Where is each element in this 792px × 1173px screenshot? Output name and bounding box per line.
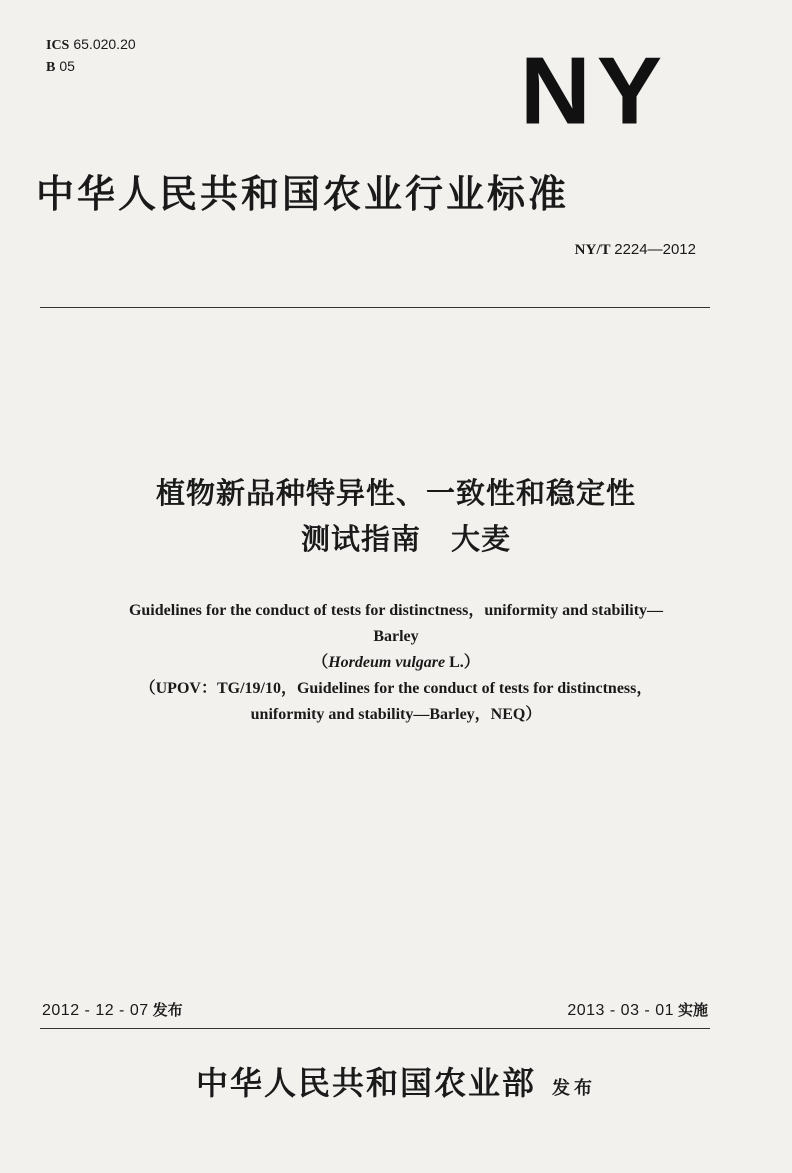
issue-date-value: 2012 - 12 - 07 — [42, 1002, 149, 1019]
issuer-organization: 中华人民共和国农业部 — [195, 1064, 536, 1102]
title-en-line4: （UPOV：TG/19/10，Guidelines for the conduct of tests for distinctness， — [139, 680, 653, 697]
ccs-code: 05 — [59, 58, 75, 74]
ccs-line — [46, 56, 136, 78]
title-zh-line2: 测试指南 大麦 — [300, 522, 511, 556]
bottom-divider — [40, 1028, 710, 1029]
dates-row — [40, 998, 710, 1022]
top-divider — [40, 307, 710, 308]
classification-codes — [46, 34, 136, 78]
latin-species-name: Hordeum vulgare — [328, 654, 446, 671]
title-en-line3 — [40, 650, 752, 676]
issue-date-word: 发布 — [152, 1001, 183, 1019]
ics-line — [46, 34, 136, 56]
title-en-line2: Barley — [373, 628, 419, 645]
ccs-label: B — [46, 60, 56, 75]
impl-date-value: 2013 - 03 - 01 — [567, 1002, 674, 1019]
standard-category-heading: 中华人民共和国农业行业标准 — [36, 172, 570, 216]
open-paren: （ — [312, 654, 329, 671]
title-english — [40, 598, 752, 728]
ics-label: ICS — [46, 38, 70, 53]
ny-logo: NY — [520, 36, 669, 144]
title-zh-line1: 植物新品种特异性、一致性和稳定性 — [155, 476, 636, 510]
title-chinese — [0, 470, 792, 562]
issue-date — [42, 998, 183, 1023]
standard-number — [575, 240, 696, 260]
latin-authority: L.） — [445, 654, 480, 671]
issuer-line — [0, 1058, 792, 1104]
implementation-date — [567, 998, 708, 1023]
standard-prefix: NY/T — [574, 242, 611, 258]
title-en-line1: Guidelines for the conduct of tests for distinctness，uniformity and stability— — [128, 602, 664, 619]
title-en-line5: uniformity and stability—Barley，NEQ） — [250, 706, 542, 723]
ics-code: 65.020.20 — [73, 36, 136, 52]
issuer-action: 发布 — [552, 1078, 596, 1099]
impl-date-word: 实施 — [677, 1001, 708, 1019]
standard-number-value: 2224—2012 — [614, 241, 696, 258]
